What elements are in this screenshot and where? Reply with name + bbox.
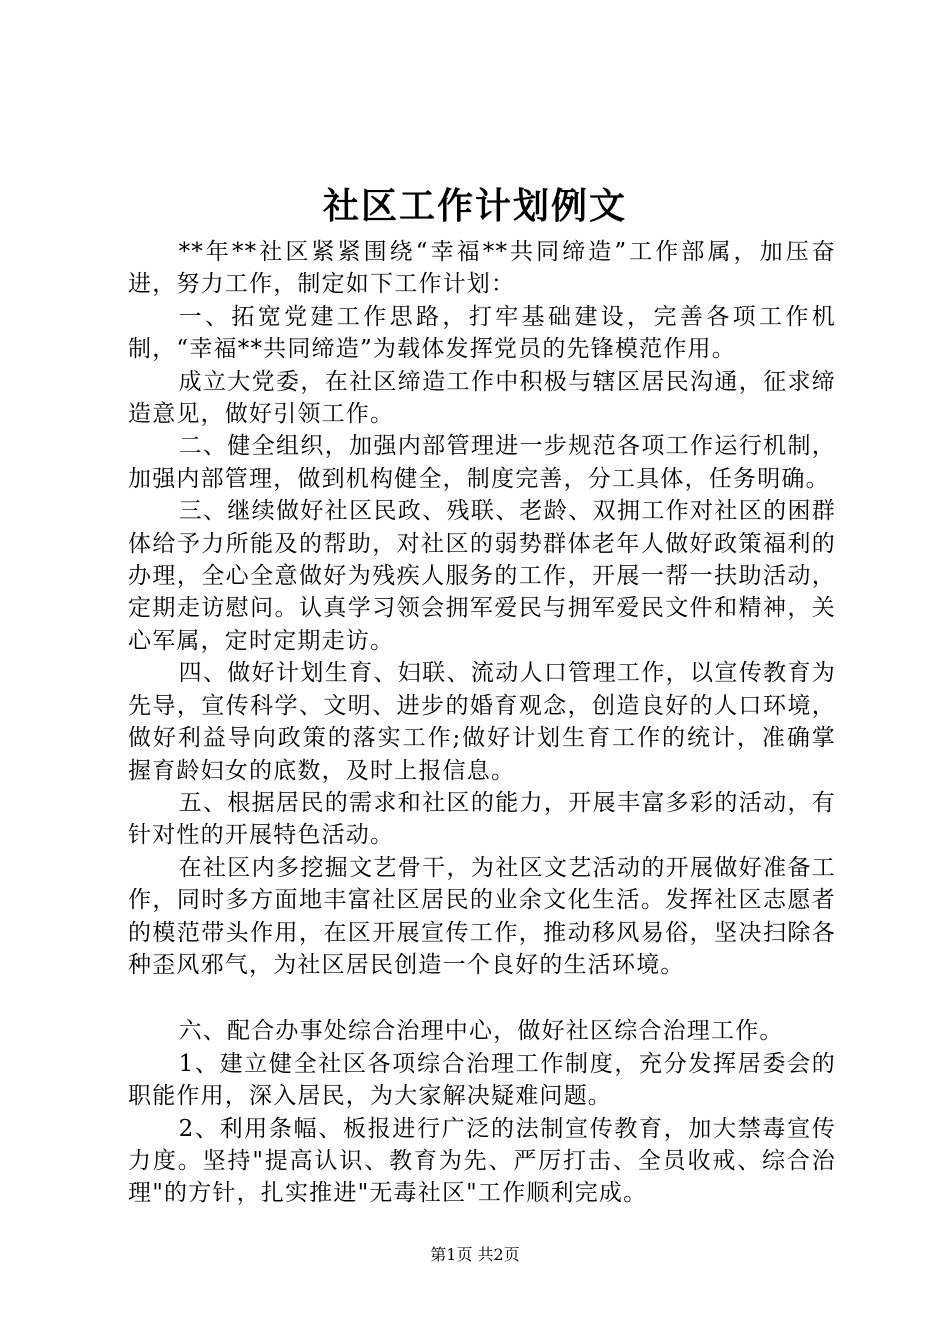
paragraph-section-6: 六、配合办事处综合治理中心，做好社区综合治理工作。: [178, 1018, 784, 1045]
paragraph-section-1-detail: 成立大党委，在社区缔造工作中积极与辖区居民沟通，征求缔造意见，做好引领工作。: [128, 368, 836, 428]
paragraph-section-5: 五、根据居民的需求和社区的能力，开展丰富多彩的活动，有针对性的开展特色活动。: [128, 789, 836, 849]
page-footer: 第1页 共2页: [430, 1245, 520, 1264]
paragraph-section-6-item-2: 2、利用条幅、板报进行广泛的法制宣传教育，加大禁毒宣传力度。坚持"提高认识、教育为先、严厉打击、全员收戒、综合治理"的方针，扎实推进"无毒社区"工作顺利完成。: [128, 1115, 836, 1207]
paragraph-section-1: 一、拓宽党建工作思路，打牢基础建设，完善各项工作机制，“幸福**共同缔造”为载体发挥党员的先锋模范作用。: [128, 303, 836, 363]
paragraph-section-4: 四、做好计划生育、妇联、流动人口管理工作，以宣传教育为先导，宣传科学、文明、进步的婚育观念，创造良好的人口环境，做好利益导向政策的落实工作;做好计划生育工作的统计，准确掌握育龄妇女的底数，及时上报信息。: [128, 660, 836, 784]
paragraph-intro: **年**社区紧紧围绕“幸福**共同缔造”工作部属，加压奋进，努力工作，制定如下工作计划：: [128, 239, 836, 298]
paragraph-section-5-detail: 在社区内多挖掘文艺骨干，为社区文艺活动的开展做好准备工作，同时多方面地丰富社区居民的业余文化生活。发挥社区志愿者的模范带头作用，在区开展宣传工作，推动移风易俗，坚决扫除各种歪风邪气，为社区居民创造一个良好的生活环境。: [128, 854, 836, 978]
paragraph-section-6-item-1: 1、建立健全社区各项综合治理工作制度，充分发挥居委会的职能作用，深入居民，为大家解决疑难问题。: [128, 1050, 836, 1110]
paragraph-section-3: 三、继续做好社区民政、残联、老龄、双拥工作对社区的困群体给予力所能及的帮助，对社区的弱势群体老年人做好政策福利的办理，全心全意做好为残疾人服务的工作，开展一帮一扶助活动，定期走访慰问。认真学习领会拥军爱民与拥军爱民文件和精神，关心军属，定时定期走访。: [128, 498, 836, 654]
document-title: 社区工作计划例文: [322, 185, 627, 227]
document-body: [128, 236, 836, 1210]
paragraph-section-2: 二、健全组织，加强内部管理进一步规范各项工作运行机制，加强内部管理，做到机构健全，制度完善，分工具体，任务明确。: [128, 433, 836, 492]
